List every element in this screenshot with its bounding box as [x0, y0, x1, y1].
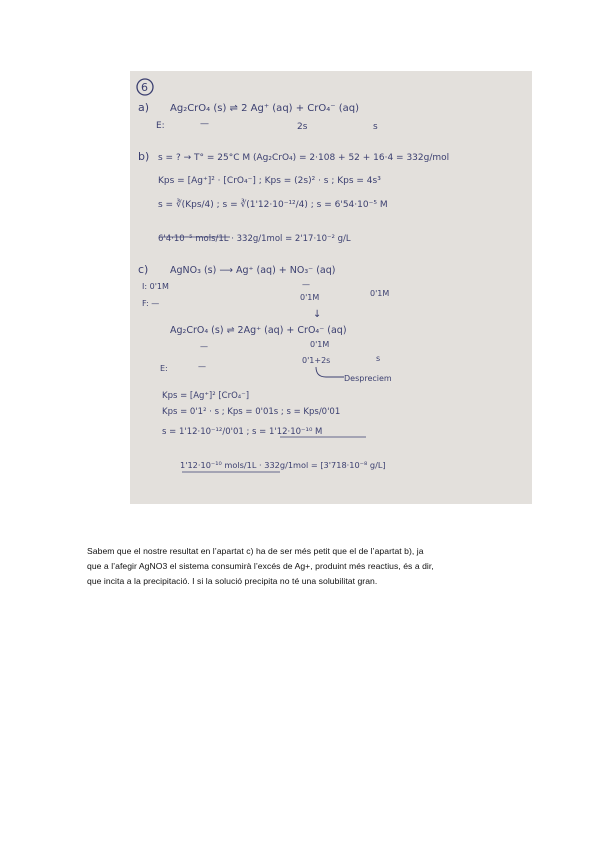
part-c-kps3: s = 1'12·10⁻¹²/0'01 ; s = 1'12·10⁻¹⁰ M — [162, 427, 323, 437]
part-c-kps4: 1'12·10⁻¹⁰ mols/1L · 332g/1mol = [3'718·10⁻⁸ g/L] — [180, 460, 386, 470]
part-b-line2: Kps = [Ag⁺]² · [CrO₄⁻] ; Kps = (2s)² · s ; Kps = 4s³ — [158, 176, 381, 186]
part-c-final: F: — — [142, 299, 160, 308]
part-c-reaction1: AgNO₃ (s) ⟶ Ag⁺ (aq) + NO₃⁻ (aq) — [170, 265, 336, 276]
part-c-despreciem: Despreciem — [344, 374, 392, 383]
handwriting-canvas — [130, 71, 532, 504]
part-c-dep-bracket — [316, 367, 344, 377]
part-c-e3: s — [376, 354, 381, 363]
part-c-f2: 0'1M — [300, 293, 320, 302]
paragraph-line-1: Sabem que el nostre resultat en l’apartat c) ha de ser més petit que el de l’apartat b), ja — [87, 546, 424, 556]
paragraph-line-2: que a l’afegir AgNO3 el sistema consumirà l’excés de Ag+, produint més reactius, és a dir, — [87, 561, 434, 571]
conclusion-paragraph — [87, 544, 517, 589]
part-c-initial: I: 0'1M — [142, 282, 169, 291]
handwritten-solution-photo — [130, 71, 532, 504]
part-c-e1: — — [198, 362, 206, 371]
exercise-number: 6 — [141, 81, 148, 94]
part-b-line4: 6'4·10⁻⁵ mols/1L · 332g/1mol = 2'17·10⁻² g/L — [158, 234, 351, 244]
part-b-line3: s = ∛(Kps/4) ; s = ∛(1'12·10⁻¹²/4) ; s = 6'54·10⁻⁵ M — [158, 200, 388, 210]
part-a-s: s — [373, 122, 378, 132]
part-c-d2: 0'1M — [310, 340, 330, 349]
part-b-line1: s = ? → T° = 25°C M (Ag₂CrO₄) = 2·108 + 52 + 16·4 = 332g/mol — [158, 153, 450, 163]
part-a-dash: — — [200, 119, 209, 129]
part-c-e2: 0'1+2s — [302, 356, 331, 365]
part-c-d1: — — [200, 342, 208, 351]
part-a-reaction: Ag₂CrO₄ (s) ⇌ 2 Ag⁺ (aq) + CrO₄⁻ (aq) — [170, 103, 360, 114]
part-b-label: b) — [138, 150, 150, 163]
part-a-2s: 2s — [297, 122, 308, 132]
paragraph-line-3: que incita a la precipitació. I si la solució precipita no té una solubilitat gran. — [87, 576, 378, 586]
part-c-f3: 0'1M — [370, 289, 390, 298]
part-c-kps1: Kps = [Ag⁺]² [CrO₄⁻] — [162, 391, 250, 401]
part-c-e-label: E: — [160, 364, 168, 373]
part-c-reaction2: Ag₂CrO₄ (s) ⇌ 2Ag⁺ (aq) + CrO₄⁻ (aq) — [170, 325, 347, 336]
part-a-label: a) — [138, 101, 150, 114]
part-c-kps2: Kps = 0'1² · s ; Kps = 0'01s ; s = Kps/0'01 — [162, 407, 341, 417]
part-c-arrow: ↓ — [313, 309, 322, 320]
part-c-f1: — — [302, 280, 310, 289]
part-c-label: c) — [138, 263, 149, 276]
part-a-eq-label: E: — [156, 121, 165, 131]
